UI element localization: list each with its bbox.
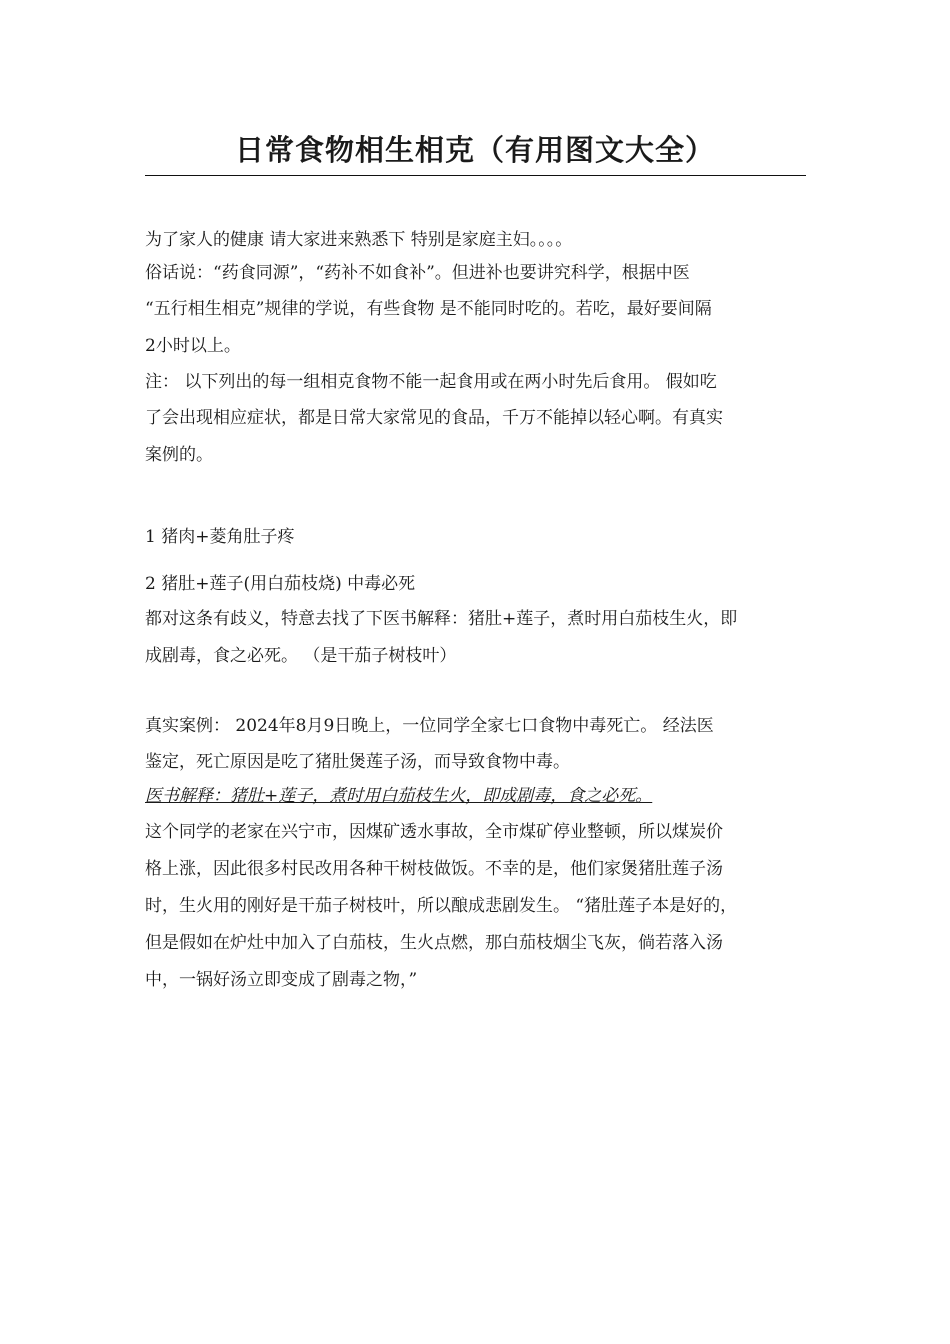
list-item-2-explanation-2: 成剧毒，食之必死。 （是干茄子树枝叶）	[145, 646, 457, 666]
case-body-2: 格上涨，因此很多村民改用各种干树枝做饭。不幸的是，他们家煲猪肚莲子汤	[145, 859, 723, 879]
case-line-2: 鉴定，死亡原因是吃了猪肚煲莲子汤，而导致食物中毒。	[145, 752, 570, 772]
list-item-2-explanation-1: 都对这条有歧义，特意去找了下医书解释：猪肚+莲子，煮时用白茄枝生火，即	[145, 609, 738, 629]
note-line-3: 案例的。	[145, 445, 213, 465]
intro-line-4: 2小时以上。	[145, 336, 241, 356]
intro-line-2: 俗话说：“药食同源”，“药补不如食补”。但进补也要讲究科学，根据中医	[145, 263, 690, 283]
page-title: 日常食物相生相克（有用图文大全）	[234, 133, 715, 167]
case-line-1: 真实案例： 2024年8月9日晚上，一位同学全家七口食物中毒死亡。 经法医	[145, 716, 714, 736]
case-body-3: 时，生火用的刚好是干茄子树枝叶，所以酿成悲剧发生。 “猪肚莲子本是好的，	[145, 896, 738, 916]
list-item-2: 2 猪肚+莲子(用白茄枝烧) 中毒必死	[145, 574, 416, 594]
case-body-4: 但是假如在炉灶中加入了白茄枝，生火点燃，那白茄枝烟尘飞灰，倘若落入汤	[145, 933, 723, 953]
case-body-5: 中，一锅好汤立即变成了剧毒之物，”	[145, 970, 418, 990]
title-divider	[145, 175, 806, 176]
note-line-1: 注： 以下列出的每一组相克食物不能一起食用或在两小时先后食用。 假如吃	[145, 372, 717, 392]
case-quote: 医书解释：猪肚+莲子，煮时用白茄枝生火，即成剧毒，食之必死。	[145, 786, 653, 806]
intro-line-3: “五行相生相克”规律的学说，有些食物 是不能同时吃的。若吃，最好要间隔	[145, 299, 712, 319]
case-body-1: 这个同学的老家在兴宁市，因煤矿透水事故，全市煤矿停业整顿，所以煤炭价	[145, 822, 723, 842]
note-line-2: 了会出现相应症状，都是日常大家常见的食品，千万不能掉以轻心啊。有真实	[145, 408, 723, 428]
list-item-1: 1 猪肉+菱角肚子疼	[145, 527, 295, 547]
intro-line-1: 为了家人的健康 请大家进来熟悉下 特别是家庭主妇。。。。	[145, 230, 573, 250]
